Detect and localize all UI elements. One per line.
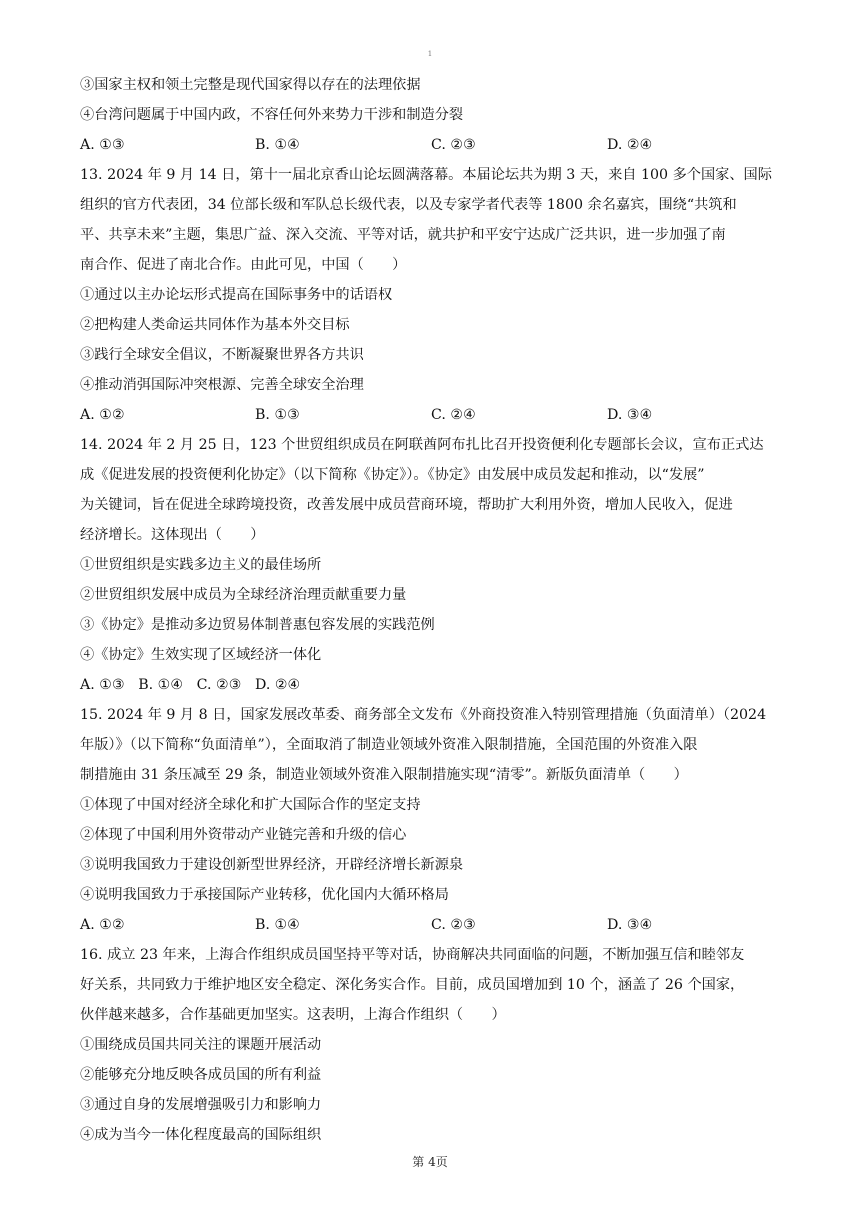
- q14-choice-b: B. ①④: [138, 677, 184, 693]
- q15-choice-d: D. ③④: [607, 917, 653, 933]
- q16-stem-line-3: 伙伴越来越多，合作基础更加坚实。这表明，上海合作组织（ ）: [80, 1007, 506, 1023]
- q15-choice-a: A. ①②: [80, 917, 125, 933]
- q15-choice-b: B. ①④: [255, 917, 300, 933]
- q15-choice-c: C. ②③: [431, 917, 476, 933]
- q12-choice-b: B. ①④: [255, 137, 300, 153]
- q14-option-2: ②世贸组织发展中成员为全球经济治理贡献重要力量: [80, 587, 407, 603]
- page-number: 第 4页: [412, 1155, 448, 1169]
- page-content: [80, 70, 780, 1150]
- q12-option-3: ③国家主权和领土完整是现代国家得以存在的法理依据: [80, 77, 421, 93]
- q14-stem-line-3: 为关键词，旨在促进全球跨境投资，改善发展中成员营商环境，帮助扩大利用外资，增加人民收入，促进: [80, 497, 733, 513]
- q15-stem-line-2: 年版）》（以下简称“负面清单”），全面取消了制造业领域外资准入限制措施，全国范围的外资准入限: [80, 737, 698, 753]
- q16-option-1: ①围绕成员国共同关注的课题开展活动: [80, 1037, 322, 1053]
- q14-option-3: ③《协定》是推动多边贸易体制普惠包容发展的实践范例: [80, 617, 435, 633]
- q14-choice-c: C. ②③: [196, 677, 242, 693]
- q13-option-3: ③践行全球安全倡议，不断凝聚世界各方共识: [80, 347, 364, 363]
- q13-stem-line-4: 南合作、促进了南北合作。由此可见，中国（ ）: [80, 257, 407, 273]
- q14-choice-d: D. ②④: [254, 677, 301, 693]
- q16-option-3: ③通过自身的发展增强吸引力和影响力: [80, 1097, 322, 1113]
- q14-choice-a: A. ①③: [80, 677, 125, 693]
- q14-option-4: ④《协定》生效实现了区域经济一体化: [80, 647, 322, 663]
- q13-choice-a: A. ①②: [80, 407, 125, 423]
- q15-option-2: ②体现了中国利用外资带动产业链完善和升级的信心: [80, 827, 407, 843]
- q13-stem-line-1: 13. 2024 年 9 月 14 日，第十一届北京香山论坛圆满落幕。本届论坛共为期 3 天，来自 100 多个国家、国际: [80, 167, 772, 183]
- q15-option-3: ③说明我国致力于建设创新型世界经济，开辟经济增长新源泉: [80, 857, 464, 873]
- q14-option-1: ①世贸组织是实践多边主义的最佳场所: [80, 557, 322, 573]
- q16-option-4: ④成为当今一体化程度最高的国际组织: [80, 1127, 322, 1143]
- q13-choice-c: C. ②④: [431, 407, 476, 423]
- q12-choice-c: C. ②③: [431, 137, 476, 153]
- q13-stem-line-2: 组织的官方代表团，34 位部长级和军队总长级代表，以及专家学者代表等 1800 余名嘉宾，围绕“共筑和: [80, 197, 737, 213]
- q15-stem-line-1: 15. 2024 年 9 月 8 日，国家发展改革委、商务部全文发布《外商投资准入特别管理措施（负面清单）（2024: [80, 707, 767, 723]
- q12-choice-a: A. ①③: [80, 137, 125, 153]
- q14-stem-line-2: 成《促进发展的投资便利化协定》（以下简称《协定》）。《协定》由发展中成员发起和推动，以“发展”: [80, 467, 705, 483]
- q15-option-1: ①体现了中国对经济全球化和扩大国际合作的坚定支持: [80, 797, 421, 813]
- q12-choice-d: D. ②④: [607, 137, 653, 153]
- q13-choice-d: D. ③④: [607, 407, 653, 423]
- page-marker: 1: [427, 50, 433, 58]
- q13-option-2: ②把构建人类命运共同体作为基本外交目标: [80, 317, 350, 333]
- q16-stem-line-2: 好关系，共同致力于维护地区安全稳定、深化务实合作。目前，成员国增加到 10 个，涵盖了 26 个国家，: [80, 977, 745, 993]
- q14-stem-line-4: 经济增长。这体现出（ ）: [80, 527, 265, 543]
- q13-option-4: ④推动消弭国际冲突根源、完善全球安全治理: [80, 377, 364, 393]
- q14-stem-line-1: 14. 2024 年 2 月 25 日，123 个世贸组织成员在阿联酋阿布扎比召开投资便利化专题部长会议，宣布正式达: [80, 437, 764, 453]
- q13-option-1: ①通过以主办论坛形式提高在国际事务中的话语权: [80, 287, 393, 303]
- q15-choices: [80, 910, 780, 940]
- q13-choice-b: B. ①③: [255, 407, 300, 423]
- q12-choices: [80, 130, 780, 160]
- q16-option-2: ②能够充分地反映各成员国的所有利益: [80, 1067, 322, 1083]
- q13-choices: [80, 400, 780, 430]
- q15-option-4: ④说明我国致力于承接国际产业转移，优化国内大循环格局: [80, 887, 449, 903]
- q12-option-4: ④台湾问题属于中国内政，不容任何外来势力干涉和制造分裂: [80, 107, 464, 123]
- q15-stem-line-3: 制措施由 31 条压减至 29 条，制造业领域外资准入限制措施实现“清零”。新版负面清单（ ）: [80, 767, 688, 783]
- q16-stem-line-1: 16. 成立 23 年来，上海合作组织成员国坚持平等对话，协商解决共同面临的问题，不断加强互信和睦邻友: [80, 947, 745, 963]
- q13-stem-line-3: 平、共享未来”主题，集思广益、深入交流、平等对话，就共护和平安宁达成广泛共识，进一步加强了南: [80, 227, 726, 243]
- q14-choices: [80, 670, 780, 700]
